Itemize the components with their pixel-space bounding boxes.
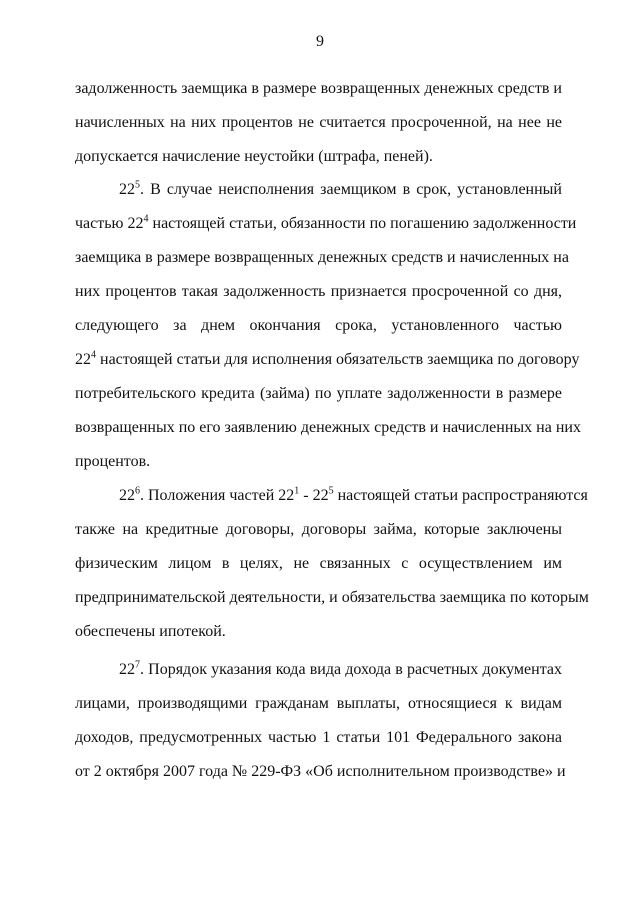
text-line: заемщика в размере возвращенных денежных средств и начисленных на: [75, 249, 569, 266]
text-line: [119, 660, 562, 680]
superscript: 7: [135, 659, 140, 671]
text-segment: . Положения частей 22: [140, 487, 295, 504]
text-line: [119, 180, 562, 200]
text-segment: настоящей статьи для исполнения обязательств заемщика по договору: [96, 351, 580, 368]
text-segment: . Порядок указания кода вида дохода в расчетных документах: [140, 661, 562, 678]
superscript: 4: [143, 213, 149, 225]
text-line: них процентов такая задолженность признается просроченной со дня,: [75, 283, 562, 300]
text-line: [75, 213, 577, 234]
text-line: обеспечены ипотекой.: [75, 623, 226, 640]
text-line: [119, 485, 588, 506]
superscript: 1: [294, 485, 300, 497]
text-line: лицами, производящими гражданам выплаты, относящиеся к видам: [75, 695, 562, 712]
superscript: 4: [91, 349, 96, 361]
text-segment: 22: [75, 351, 91, 368]
text-line: процентов.: [75, 453, 151, 470]
superscript: 5: [328, 485, 334, 497]
text-line: допускается начисление неустойки (штрафа, пеней).: [75, 148, 433, 165]
text-line: следующего за днем окончания срока, установленного частью: [75, 317, 562, 334]
text-line: также на кредитные договоры, договоры займа, которые заключены: [75, 521, 562, 538]
text-line: предпринимательской деятельности, и обязательства заемщика по которым: [75, 589, 589, 606]
superscript: 5: [135, 179, 140, 191]
text-line: возвращенных по его заявлению денежных средств и начисленных на них: [75, 419, 581, 436]
text-segment: частью 22: [75, 215, 144, 232]
text-segment: 22: [119, 181, 135, 198]
text-segment: - 22: [299, 487, 329, 504]
text-segment: настоящей статьи, обязанности по погашению задолженности: [148, 215, 577, 232]
text-line: начисленных на них процентов не считается просроченной, на нее не: [75, 114, 562, 131]
superscript: 6: [135, 485, 140, 497]
text-line: физическим лицом в целях, не связанных с осуществлением им: [75, 555, 562, 572]
text-segment: 22: [119, 661, 135, 678]
text-line: потребительского кредита (займа) по уплате задолженности в размере: [75, 385, 562, 402]
page-number: 9: [316, 33, 324, 50]
text-line: [75, 349, 580, 370]
text-line: от 2 октября 2007 года № 229-ФЗ «Об исполнительном производстве» и: [75, 763, 566, 780]
text-line: задолженность заемщика в размере возвращенных денежных средств и: [75, 80, 562, 97]
text-segment: 22: [119, 487, 135, 504]
text-segment: . В случае неисполнения заемщиком в срок, установленный: [140, 181, 562, 198]
text-line: доходов, предусмотренных частью 1 статьи 101 Федерального закона: [75, 729, 562, 746]
text-segment: настоящей статьи распространяются: [333, 487, 588, 504]
